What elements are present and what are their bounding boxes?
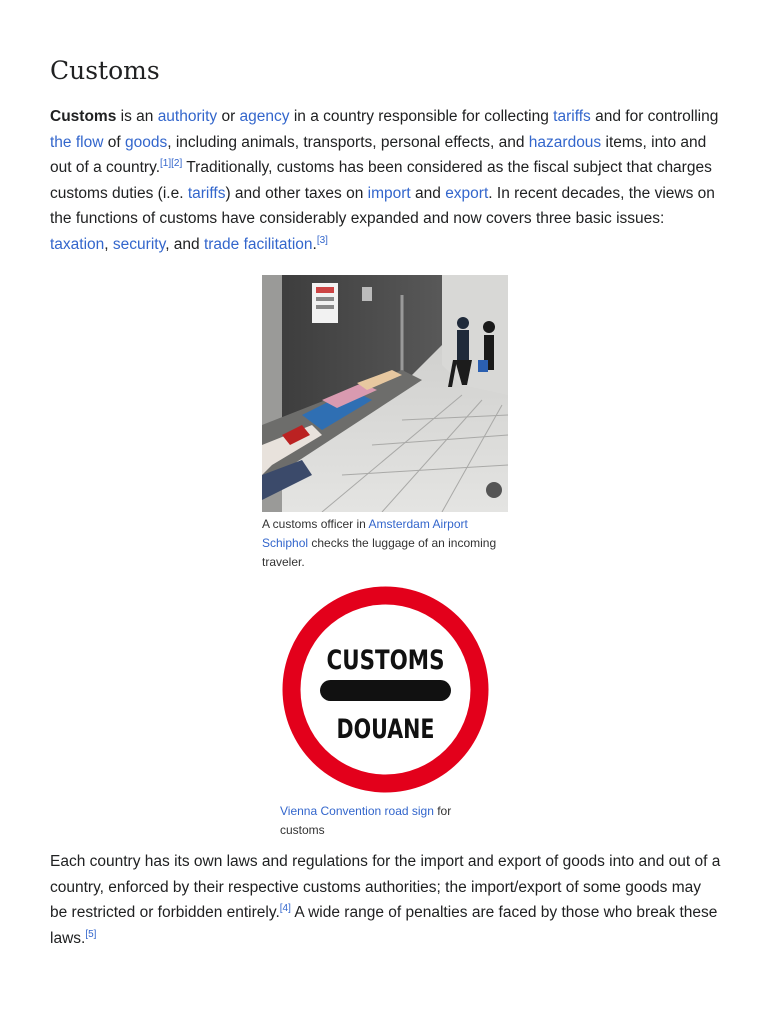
- link-the-flow[interactable]: the flow: [50, 133, 104, 151]
- link-trade-facilitation[interactable]: trade facilitation: [203, 235, 313, 253]
- text: ) and other taxes on: [225, 184, 368, 202]
- text: and for controlling: [590, 108, 719, 125]
- text: . In recent decades, the views on the functions of customs have considerably expanded and now covers three basic issues:: [50, 184, 715, 227]
- citation-3[interactable]: [3]: [316, 234, 328, 246]
- citation-5[interactable]: [5]: [85, 928, 97, 940]
- text: Traditionally, customs has been considered as the fiscal subject that charges customs duties (i.e.: [50, 159, 712, 202]
- link-import[interactable]: import: [367, 184, 411, 202]
- link-security[interactable]: security: [112, 235, 166, 253]
- term-bold: Customs: [50, 108, 117, 125]
- link-tariffs[interactable]: tariffs: [553, 108, 591, 125]
- citation-1[interactable]: [1]: [160, 157, 172, 169]
- link-amsterdam-airport-schiphol[interactable]: Amsterdam Airport Schiphol: [262, 517, 468, 550]
- link-hazardous[interactable]: hazardous: [528, 133, 602, 151]
- link-vienna-convention-road-sign[interactable]: Vienna Convention road sign: [280, 804, 434, 818]
- road-sign-illustration: [282, 583, 489, 796]
- link-agency[interactable]: agency: [239, 108, 290, 125]
- text: .: [312, 235, 317, 253]
- text: or: [217, 108, 240, 125]
- link-tariffs-2[interactable]: tariffs: [187, 184, 226, 202]
- photo-illustration: [262, 275, 508, 512]
- customs-officer-photo[interactable]: [262, 275, 508, 512]
- text: Each country has its own laws and regulations for the import and export of goods into and out of a country, enforced by their respective customs authorities; the import/export of some goods may be restricted or forbidden entirely.: [50, 853, 721, 921]
- text: for customs: [280, 804, 452, 837]
- citation-2[interactable]: [2]: [171, 157, 183, 169]
- text: A wide range of penalties are faced by those who break these laws.: [50, 904, 718, 947]
- sign-text-customs: CUSTOMS: [326, 645, 445, 676]
- text: is an: [116, 108, 158, 125]
- text: , and: [165, 235, 204, 253]
- text: of: [103, 133, 125, 151]
- citation-4[interactable]: [4]: [279, 902, 291, 914]
- customs-road-sign[interactable]: [282, 583, 489, 796]
- second-paragraph: [50, 849, 722, 951]
- text: ,: [104, 235, 113, 253]
- text: A customs officer in: [262, 517, 369, 531]
- link-export[interactable]: export: [445, 184, 489, 202]
- link-goods[interactable]: goods: [124, 133, 168, 151]
- intro-paragraph: [50, 104, 722, 257]
- text: and: [410, 184, 446, 202]
- photo-caption: [262, 515, 512, 572]
- text: in a country responsible for collecting: [289, 108, 554, 125]
- link-taxation[interactable]: taxation: [50, 235, 105, 253]
- sign-text-douane: DOUANE: [336, 714, 435, 745]
- text: items, into and out of a country.: [50, 133, 707, 176]
- link-authority[interactable]: authority: [157, 108, 218, 125]
- text: checks the luggage of an incoming traveler.: [262, 536, 497, 569]
- text: , including animals, transports, personal effects, and: [167, 133, 529, 151]
- page-title: Customs: [50, 56, 160, 85]
- sign-caption: [280, 802, 480, 840]
